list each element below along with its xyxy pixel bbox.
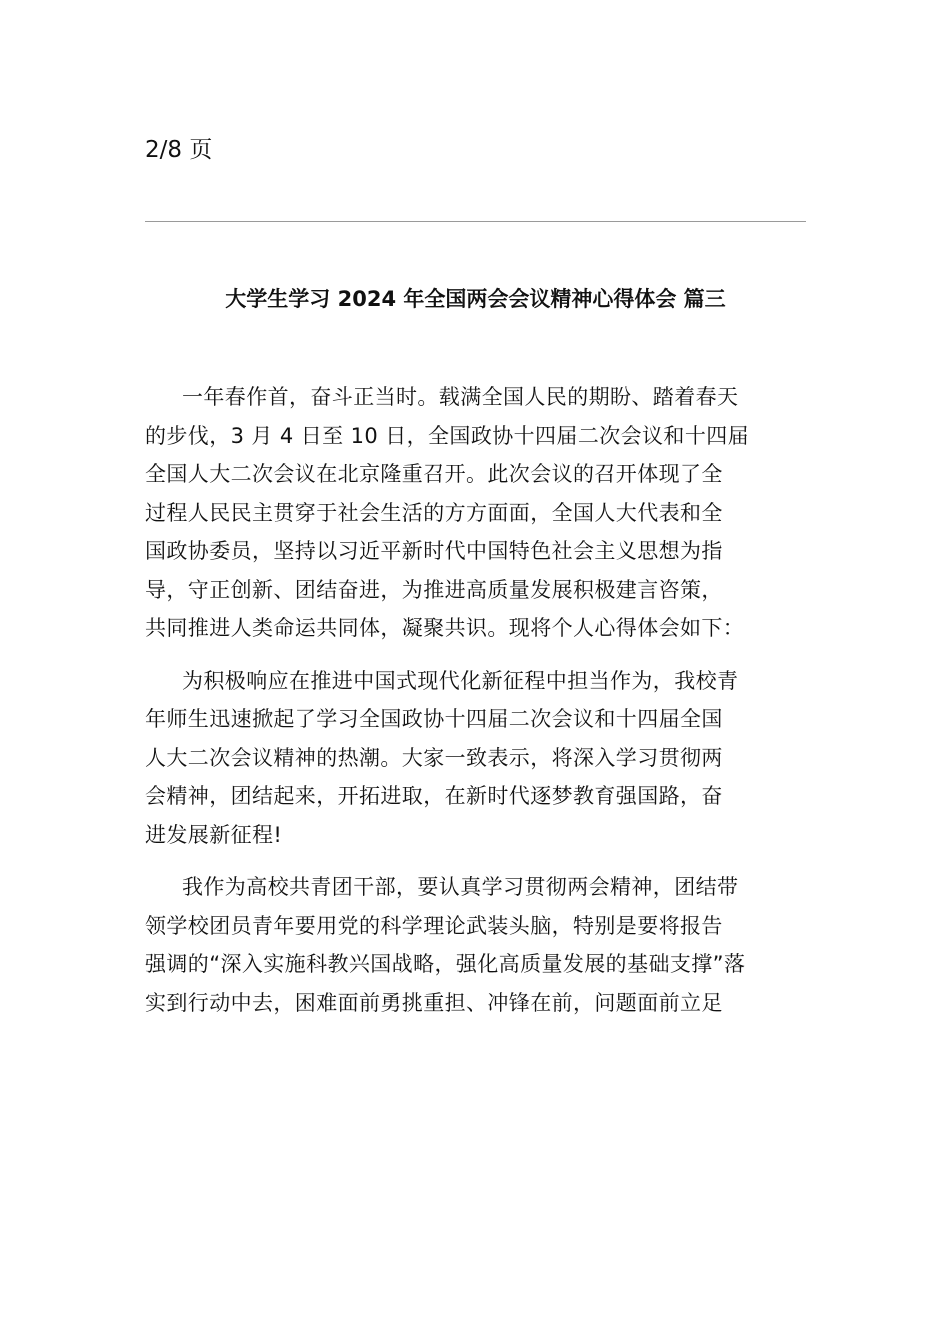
paragraph-line: 国政协委员，坚持以习近平新时代中国特色社会主义思想为指 xyxy=(145,539,723,563)
document-title: 大学生学习 2024 年全国两会会议精神心得体会 篇三 xyxy=(225,287,726,311)
document-body xyxy=(145,378,806,1036)
header-divider xyxy=(145,221,806,222)
paragraph-3 xyxy=(145,868,806,1022)
paragraph-line: 会精神，团结起来，开拓进取，在新时代逐梦教育强国路，奋 xyxy=(145,784,723,808)
page-number: 2/8 页 xyxy=(145,137,213,163)
paragraph-line: 过程人民民主贯穿于社会生活的方方面面，全国人大代表和全 xyxy=(145,500,723,525)
paragraph-line: 我作为高校共青团干部，要认真学习贯彻两会精神，团结带 xyxy=(182,875,739,899)
paragraph-2 xyxy=(145,662,806,855)
paragraph-line: 强调的“深入实施科教兴国战略，强化高质量发展的基础支撑”落 xyxy=(145,952,746,976)
paragraph-line: 领学校团员青年要用党的科学理论武装头脑，特别是要将报告 xyxy=(145,913,723,938)
paragraph-line: 一年春作首，奋斗正当时。载满全国人民的期盼、踏着春天 xyxy=(182,385,739,409)
paragraph-line: 为积极响应在推进中国式现代化新征程中担当作为，我校青 xyxy=(182,668,739,693)
paragraph-line: 导，守正创新、团结奋进，为推进高质量发展积极建言咨策， xyxy=(145,577,723,602)
paragraph-line: 进发展新征程! xyxy=(145,822,283,847)
paragraph-line: 实到行动中去，困难面前勇挑重担、冲锋在前，问题面前立足 xyxy=(145,990,723,1015)
paragraph-line: 人大二次会议精神的热潮。大家一致表示，将深入学习贯彻两 xyxy=(145,745,723,770)
paragraph-line: 的步伐，3 月 4 日至 10 日，全国政协十四届二次会议和十四届 xyxy=(145,423,750,448)
paragraph-line: 年师生迅速掀起了学习全国政协十四届二次会议和十四届全国 xyxy=(145,707,723,731)
paragraph-1 xyxy=(145,378,806,648)
paragraph-line: 全国人大二次会议在北京隆重召开。此次会议的召开体现了全 xyxy=(145,462,723,486)
paragraph-line: 共同推进人类命运共同体，凝聚共识。现将个人心得体会如下： xyxy=(145,616,745,640)
